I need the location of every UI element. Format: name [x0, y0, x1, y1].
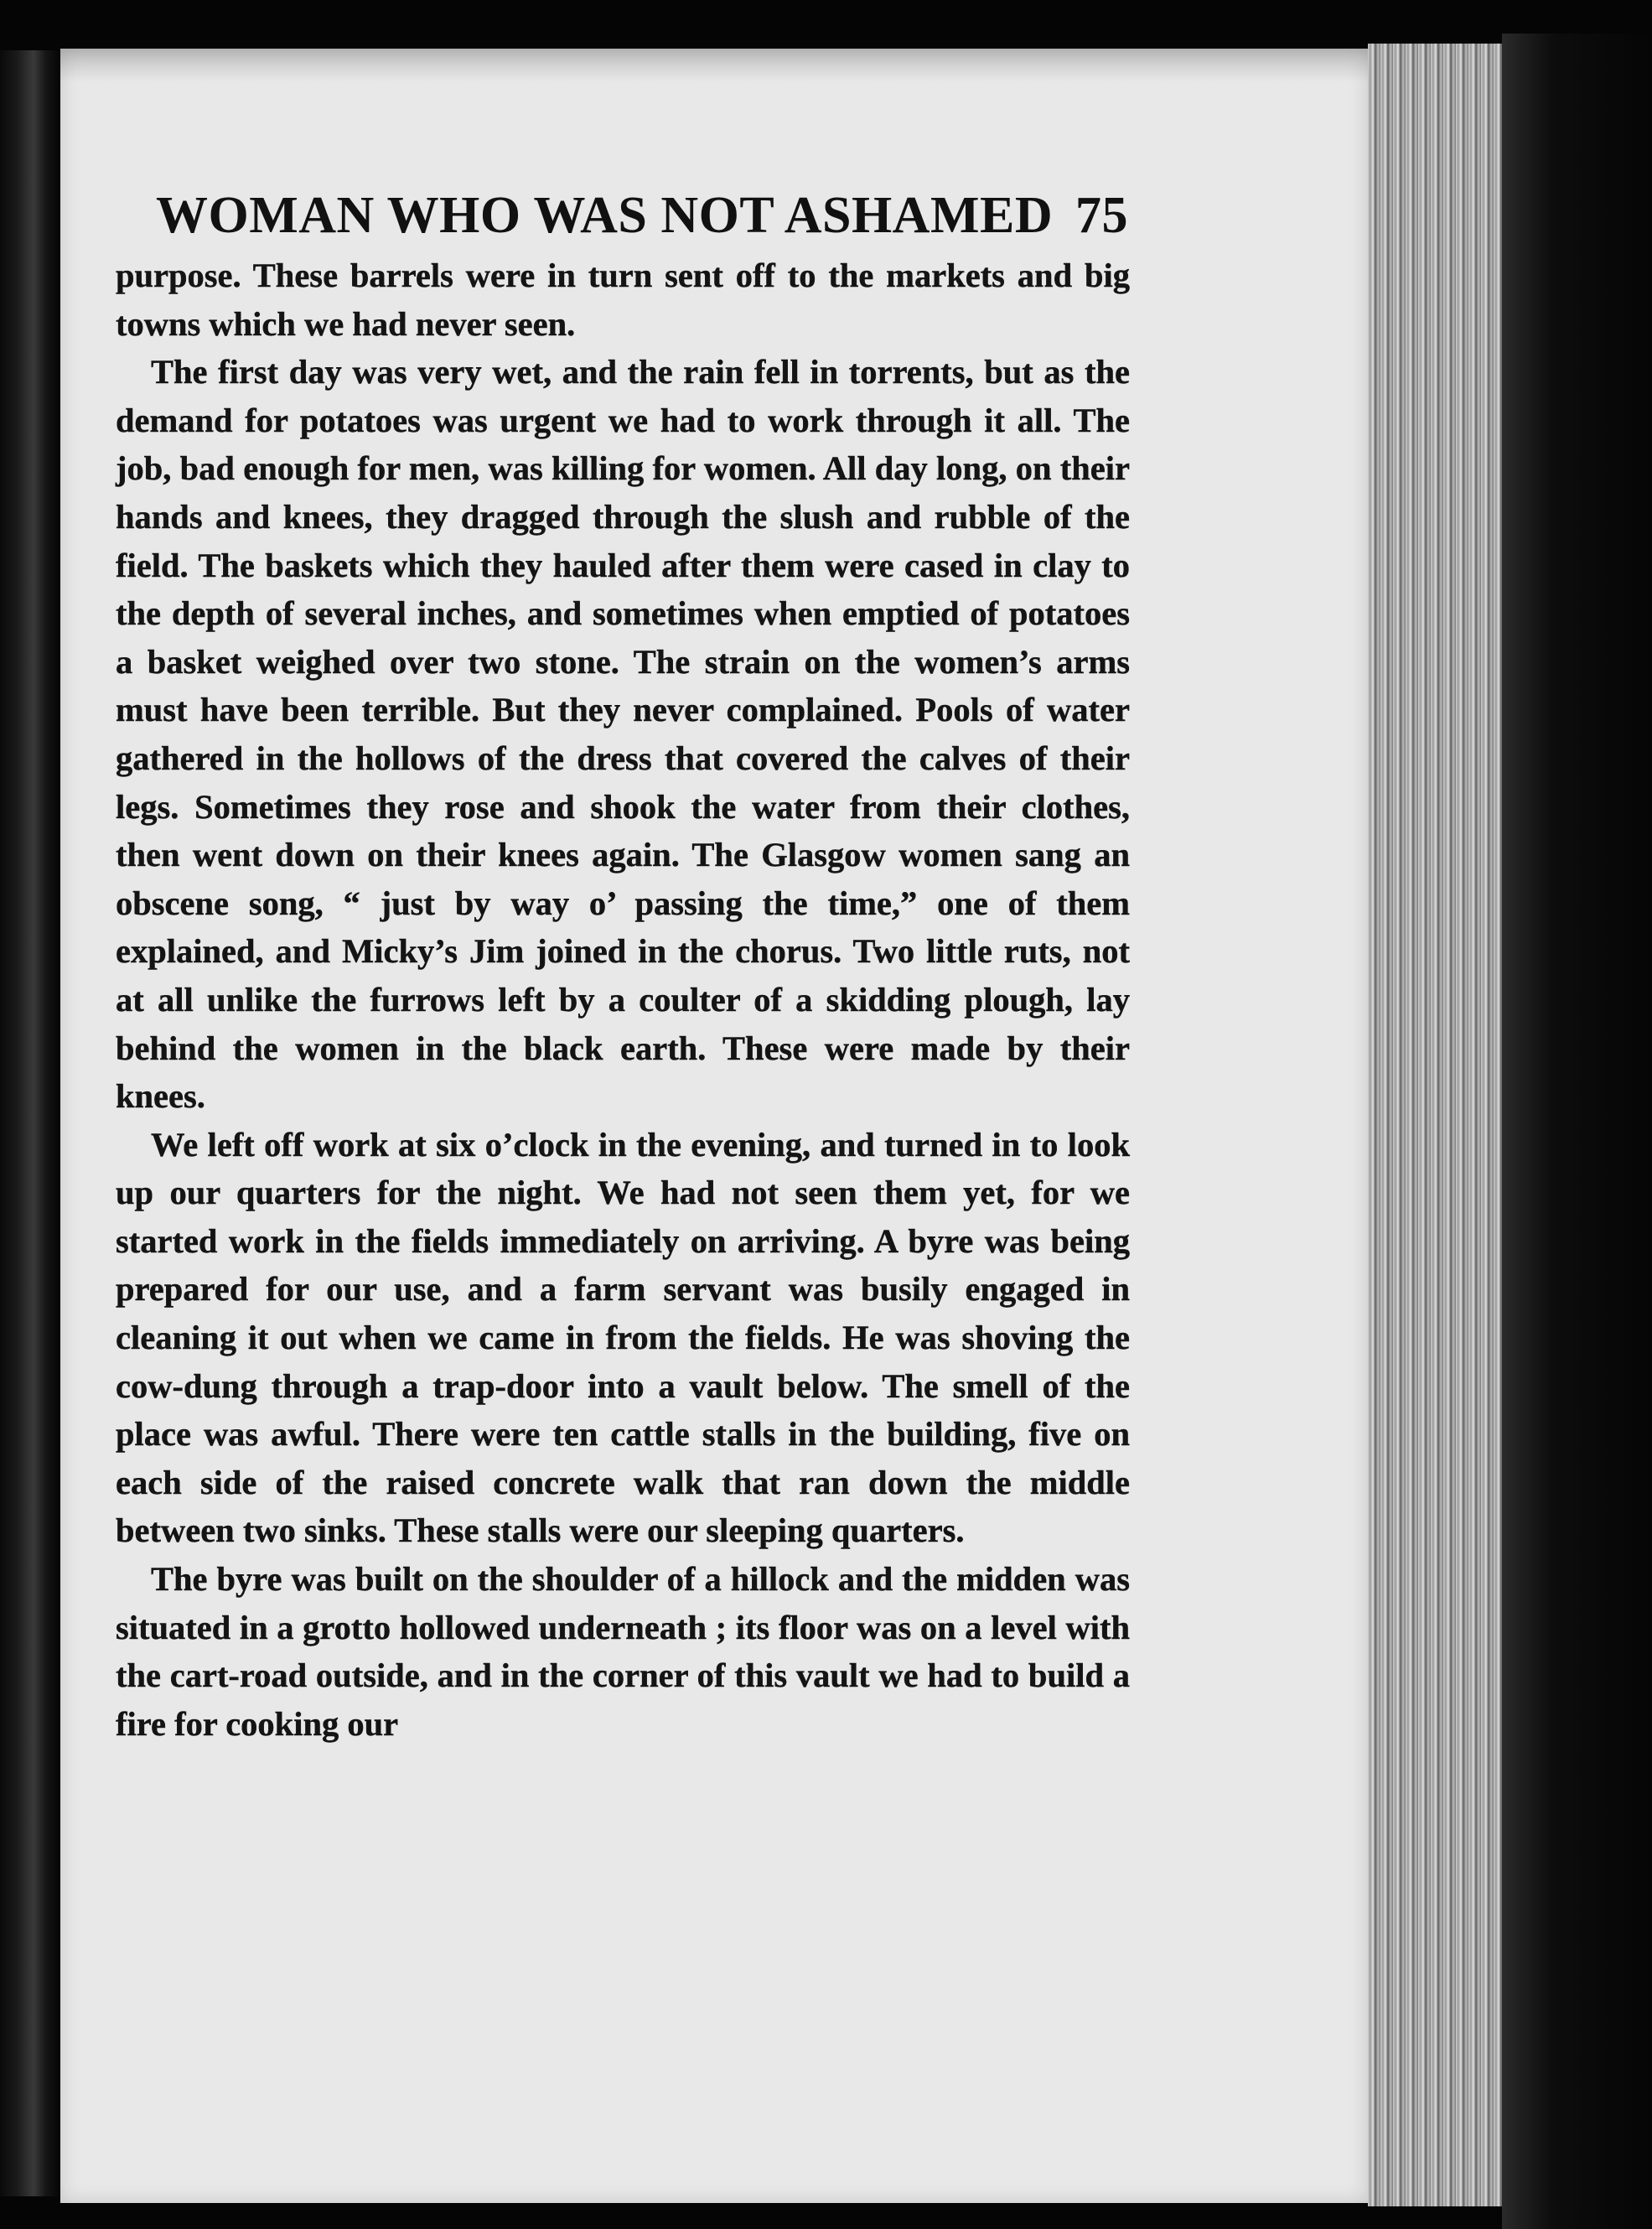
- page-top-shadow: [60, 49, 1368, 82]
- page-number: 75: [1075, 187, 1128, 244]
- book-spine-shadow: [0, 50, 60, 2196]
- paragraph: The first day was very wet, and the rain fell in torrents, but as the demand for potatoes was urgent we had to work through it all. The job, bad enough for men, was killing for women. All day long, on their hands and knees, they dragged through the slush and rubble of the field. The baskets which they hauled after them were cased in clay to the depth of several inches, and sometimes when emptied of potatoes a basket weighed over two stone. The strain on the women’s arms must have been terrible. But they never complained. Pools of water gathered in the hollows of the dress that covered the calves of their legs. Sometimes they rose and shook the water from their clothes, then went down on their knees again. The Glasgow women sang an obscene song, “ just by way o’ passing the time,” one of them explained, and Micky’s Jim joined in the chorus. Two little ruts, not at all unlike the furrows left by a coulter of a skidding plough, lay behind the women in the black earth. These were made by their knees.: [116, 353, 1130, 1116]
- running-head: [156, 186, 1128, 246]
- paragraph: We left off work at six o’clock in the evening, and turned in to look up our quarters for the night. We had not seen them yet, for we started work in the fields immediately on arriving. A byre was being prepared for our use, and a farm servant was busily engaged in cleaning it out when we came in from the fields. He was shoving the cow-dung through a trap-door into a vault below. The smell of the place was awful. There were ten cattle stalls in the building, five on each side of the raised concrete walk that ran down the middle between two sinks. These stalls were our sleeping quarters.: [116, 1125, 1130, 1550]
- body-text: [116, 251, 1130, 1748]
- page-edges: [1368, 44, 1502, 2206]
- background-right: [1502, 34, 1652, 2229]
- paragraph: The byre was built on the shoulder of a hillock and the midden was situated in a grotto hollowed underneath ; its floor was on a level with the cart-road outside, and in the corner of this vault we had to build a fire for cooking our: [116, 1560, 1130, 1743]
- paragraph-continued: purpose. These barrels were in turn sent off to the markets and big towns which we had never seen.: [116, 257, 1130, 343]
- running-title: WOMAN WHO WAS NOT ASHAMED: [156, 187, 1054, 244]
